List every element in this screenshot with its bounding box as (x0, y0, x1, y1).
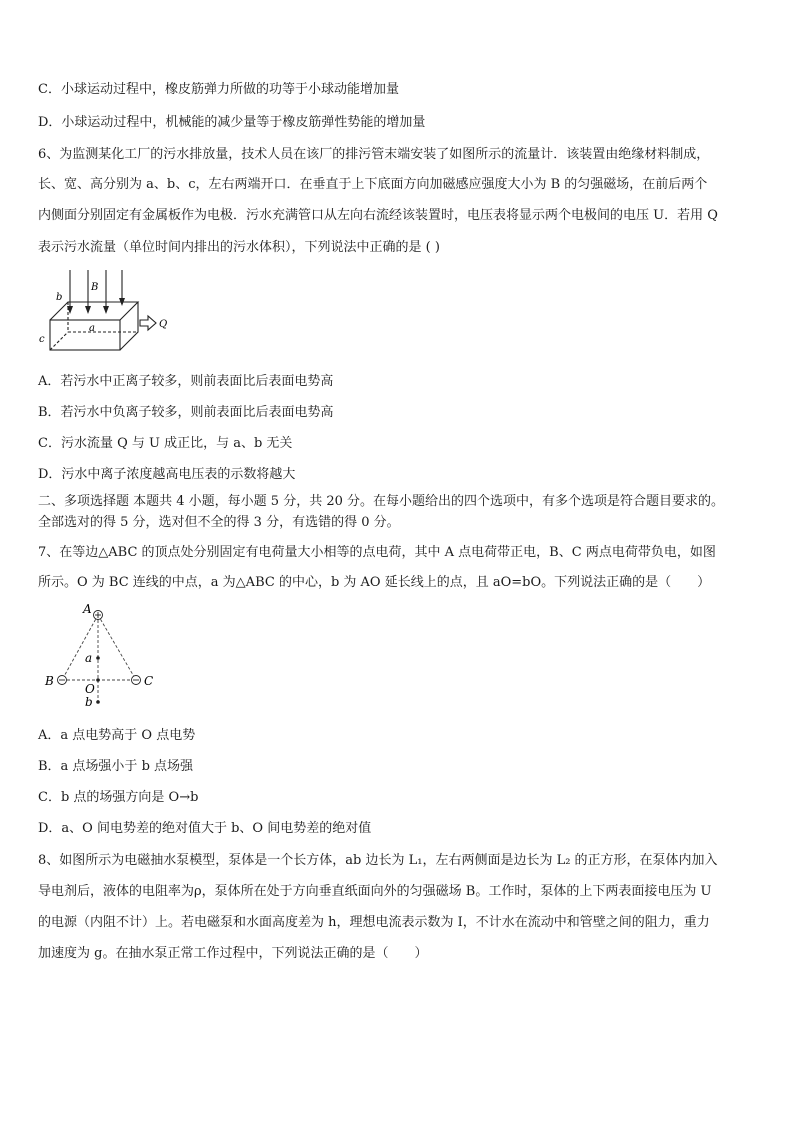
q6-option-c: C．污水流量 Q 与 U 成正比，与 a、b 无关 (38, 436, 293, 451)
point-a (96, 656, 100, 660)
q5-option-d: D．小球运动过程中，机械能的减少量等于橡皮筋弹性势能的增加量 (38, 115, 426, 130)
label-c: c (39, 334, 45, 345)
label-O: O (85, 682, 95, 696)
q5-option-c: C．小球运动过程中，橡皮筋弹力所做的功等于小球动能增加量 (38, 82, 399, 97)
q7-option-b: B．a 点场强小于 b 点场强 (38, 759, 194, 774)
label-b: b (85, 695, 93, 709)
q6-option-a: A．若污水中正离子较多，则前表面比后表面电势高 (38, 374, 334, 389)
flowmeter-figure (36, 268, 176, 358)
label-Q: Q (159, 319, 168, 330)
label-B: B (91, 282, 99, 293)
q8-stem-line3: 的电源（内阻不计）上。若电磁泵和水面高度差为 h，理想电流表示数为 I，不计水在流动中和管壁之间的阻力，重力 (38, 915, 710, 930)
label-b: b (56, 292, 63, 303)
q8-stem-line1: 8、如图所示为电磁抽水泵模型，泵体是一个长方体，ab 边长为 L₁，左右两侧面是边长为 L₂ 的正方形，在泵体内加入 (38, 853, 718, 868)
label-a: a (89, 323, 95, 334)
section2-instructions-line2: 全部选对的得 5 分，选对但不全的得 3 分，有选错的得 0 分。 (38, 515, 400, 530)
triangle-charges-figure (40, 600, 170, 715)
label-C: C (144, 674, 154, 688)
q8-stem-line4: 加速度为 g。在抽水泵正常工作过程中，下列说法正确的是（ ） (38, 946, 428, 961)
q6-stem-line1: 6、为监测某化工厂的污水排放量，技术人员在该厂的排污管末端安装了如图所示的流量计．该装置由绝缘材料制成， (38, 147, 710, 162)
label-a: a (85, 651, 93, 665)
q7-stem-line1: 7、在等边△ABC 的顶点处分别固定有电荷量大小相等的点电荷，其中 A 点电荷带正电，B、C 两点电荷带负电，如图 (38, 545, 716, 560)
label-A: A (83, 602, 92, 616)
point-b (96, 700, 100, 704)
q8-stem-line2: 导电剂后，液体的电阻率为ρ，泵体所在处于方向垂直纸面向外的匀强磁场 B。工作时，泵体的上下两表面接电压为 U (38, 884, 712, 899)
point-O (96, 678, 100, 682)
q6-option-d: D．污水中离子浓度越高电压表的示数将越大 (38, 467, 296, 482)
q7-stem-line2: 所示。O 为 BC 连线的中点，a 为△ABC 的中心，b 为 AO 延长线上的点，且 aO=bO。下列说法正确的是（ ） (38, 575, 711, 590)
label-B: B (45, 674, 54, 688)
q6-stem-line2: 长、宽、高分别为 a、b、c，左右两端开口．在垂直于上下底面方向加磁感应强度大小为 B 的匀强磁场，在前后两个 (38, 177, 708, 192)
box-front-face (50, 320, 120, 350)
q6-option-b: B．若污水中负离子较多，则前表面比后表面电势高 (38, 405, 334, 420)
section2-instructions-line1: 二、多项选择题 本题共 4 小题，每小题 5 分，共 20 分。在每小题给出的四个选项中，有多个选项是符合题目要求的。 (38, 494, 725, 509)
q7-option-d: D．a、O 间电势差的绝对值大于 b、O 间电势差的绝对值 (38, 821, 372, 836)
q7-option-a: A．a 点电势高于 O 点电势 (38, 728, 196, 743)
q6-stem-line3: 内侧面分别固定有金属板作为电极．污水充满管口从左向右流经该装置时，电压表将显示两个电极间的电压 U．若用 Q (38, 208, 718, 223)
q6-stem-line4: 表示污水流量（单位时间内排出的污水体积），下列说法中正确的是 ( ) (38, 240, 440, 255)
q7-option-c: C．b 点的场强方向是 O→b (38, 790, 199, 805)
